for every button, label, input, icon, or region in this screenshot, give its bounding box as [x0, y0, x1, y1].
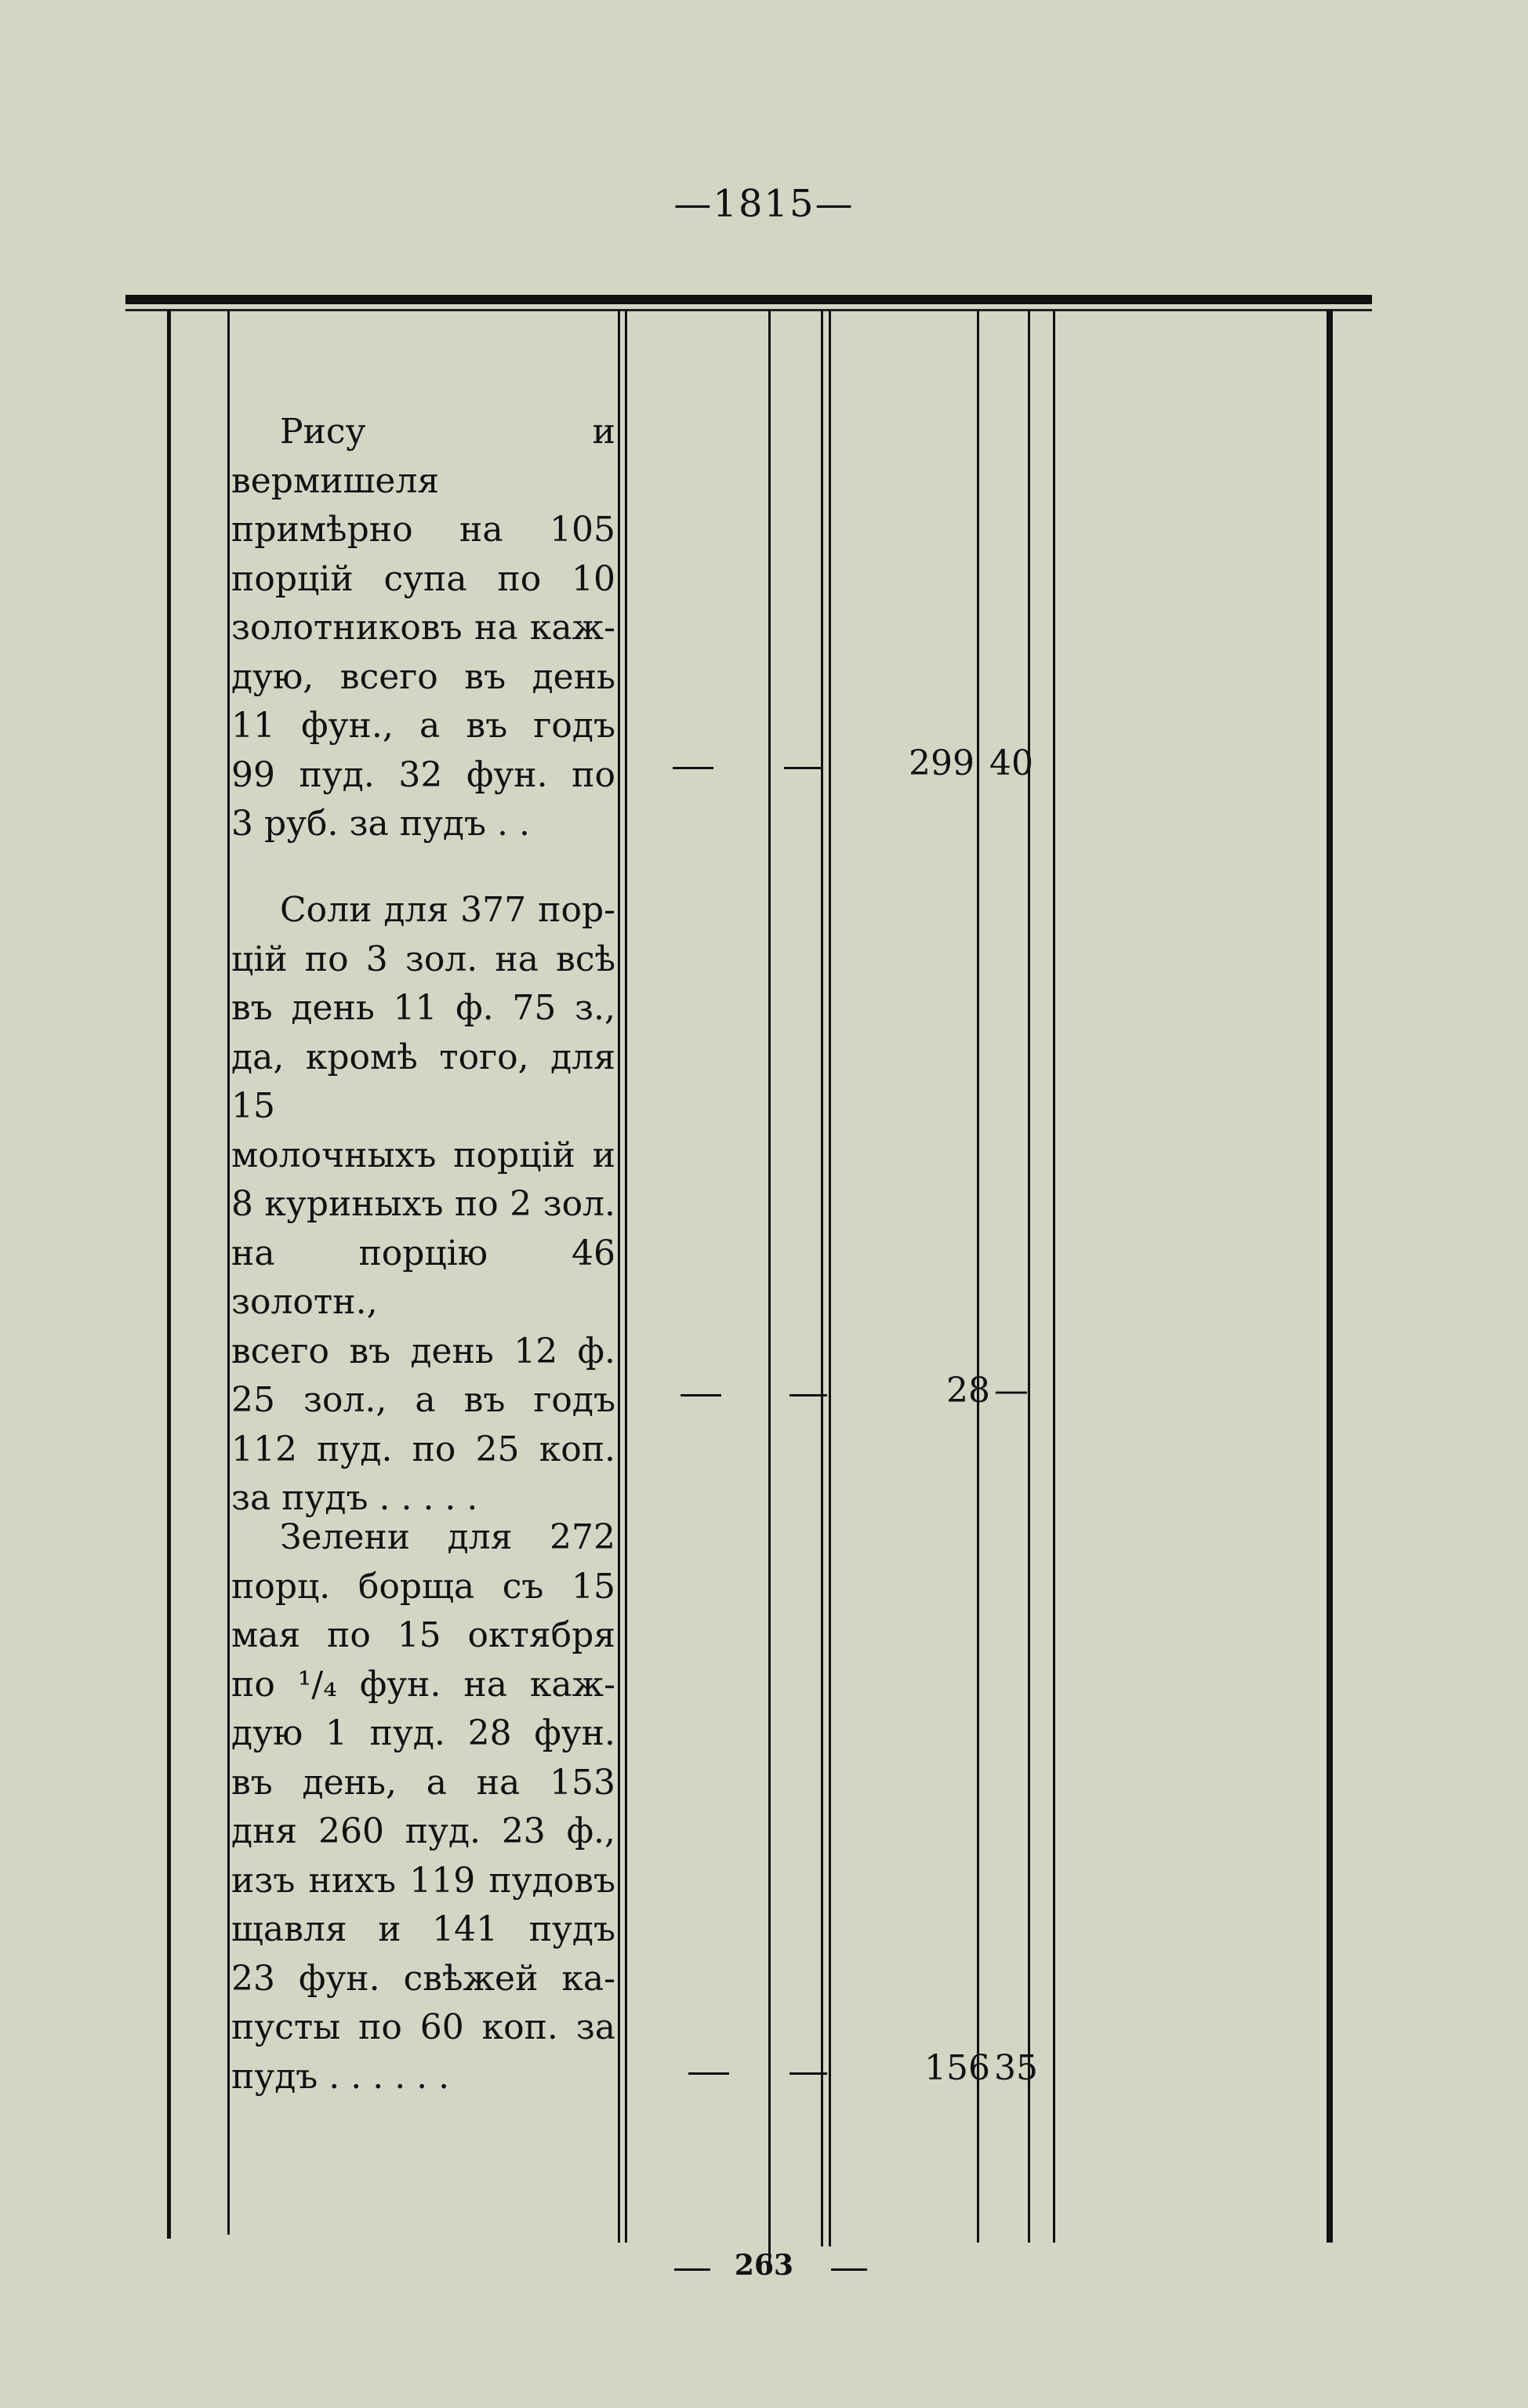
- entry-line: 8 куриныхъ по 2 зол.: [231, 1184, 615, 1224]
- table-top-rule: [125, 295, 1372, 304]
- table-rule-left-outer: [167, 310, 171, 2239]
- entry-line: пусты по 60 коп. за: [231, 2007, 615, 2047]
- entry-salt-kopecks: —: [994, 1371, 1029, 1411]
- entry-line: примѣрно на 105: [231, 510, 615, 550]
- table-rule-kop-right-a: [1028, 310, 1030, 2243]
- table-rule-col2: [768, 310, 771, 2270]
- entry-salt-text: [231, 886, 615, 1524]
- entry-line: 99 пуд. 32 фун. по: [231, 754, 615, 795]
- entry-rice-dash-2: [784, 767, 822, 769]
- entry-line: дую 1 пуд. 28 фун.: [231, 1713, 615, 1753]
- entry-line: въ день, а на 153: [231, 1762, 615, 1803]
- entry-line: пудъ . . . . . .: [231, 2056, 450, 2097]
- entry-line: мая по 15 октября: [231, 1615, 615, 1655]
- sheet-number: 263: [734, 2249, 794, 2282]
- entry-rice-kopecks: 40: [989, 743, 1033, 783]
- table-rule-kop-right-b: [1053, 310, 1055, 2243]
- entry-line: 112 пуд. по 25 коп.: [231, 1429, 615, 1469]
- entry-greens-rubles: 156: [924, 2048, 990, 2088]
- entry-line: Соли для 377 пор-: [280, 890, 615, 930]
- page-number: —1815—: [673, 182, 855, 226]
- entry-line: 3 руб. за пудъ . .: [231, 804, 530, 844]
- entry-line: Зелени для 272: [280, 1517, 615, 1557]
- table-rule-kop-left: [977, 310, 979, 2243]
- entry-line: 11 фун., а въ годъ: [231, 706, 615, 746]
- entry-line: щавля и 141 пудъ: [231, 1909, 615, 1949]
- entry-line: всего въ день 12 ф.: [231, 1331, 615, 1371]
- entry-rice-text: [231, 408, 615, 849]
- entry-line: въ день 11 ф. 75 з.,: [231, 988, 615, 1028]
- table-rule-right-outer: [1327, 310, 1333, 2243]
- entry-line: молочныхъ порцій и: [231, 1135, 615, 1175]
- entry-line: за пудъ . . . . .: [231, 1478, 478, 1518]
- entry-line: 23 фун. свѣжей ка-: [231, 1958, 615, 1999]
- entry-rice-rubles: 299: [909, 743, 975, 783]
- entry-line: дую, всего въ день: [231, 656, 615, 697]
- entry-salt-dash-2: [789, 1394, 827, 1396]
- entry-line: на порцію 46 золотн.,: [231, 1233, 615, 1322]
- entry-line: по ¹/₄ фун. на каж-: [231, 1664, 615, 1705]
- entry-line: порц. борща съ 15: [231, 1566, 615, 1607]
- entry-line: цій по 3 зол. на всѣ: [231, 939, 615, 979]
- table-top-rule-thin: [125, 309, 1372, 311]
- entry-rice-dash-1: [673, 767, 713, 769]
- table-rule-col3-b: [829, 310, 831, 2246]
- table-rule-left-inner: [227, 310, 230, 2235]
- entry-line: золотниковъ на каж-: [231, 608, 615, 648]
- entry-greens-dash-1: [688, 2072, 729, 2075]
- entry-greens-kopecks: 35: [994, 2048, 1038, 2088]
- footer-dash-right: [831, 2268, 867, 2271]
- entry-greens-dash-2: [789, 2072, 827, 2075]
- table-rule-text-right-a: [618, 310, 620, 2243]
- entry-salt-rubles: 28: [946, 1371, 990, 1411]
- entry-greens-text: [231, 1513, 615, 2101]
- table-rule-text-right-b: [625, 310, 627, 2243]
- entry-line: да, кромѣ того, для 15: [231, 1037, 615, 1126]
- table-rule-col3-a: [821, 310, 823, 2246]
- entry-line: Рису и вермишеля: [231, 412, 615, 501]
- entry-line: изъ нихъ 119 пудовъ: [231, 1860, 615, 1901]
- entry-line: порцій супа по 10: [231, 558, 615, 599]
- entry-line: дня 260 пуд. 23 ф.,: [231, 1811, 615, 1851]
- entry-line: 25 зол., а въ годъ: [231, 1380, 615, 1420]
- entry-salt-dash-1: [681, 1394, 721, 1396]
